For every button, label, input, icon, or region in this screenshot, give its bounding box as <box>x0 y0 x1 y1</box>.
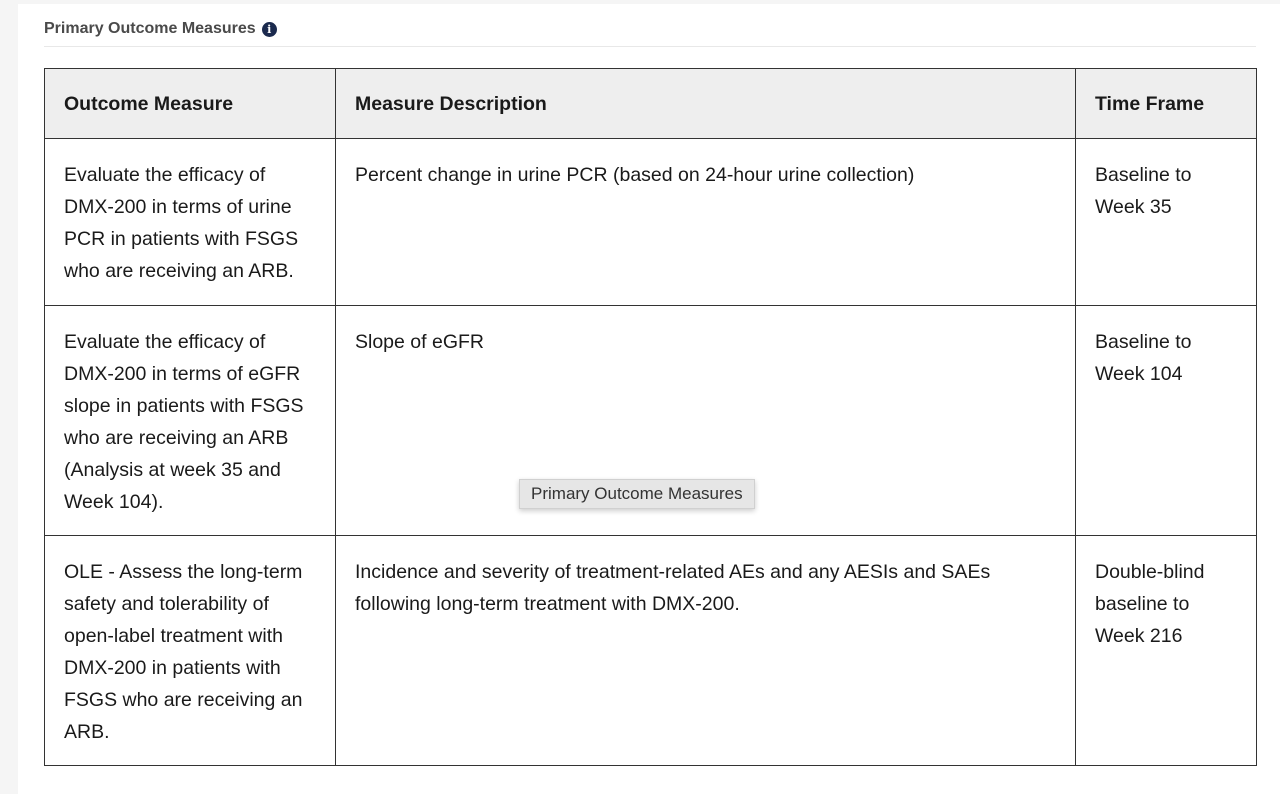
table-row <box>45 139 1257 306</box>
info-icon[interactable]: i <box>262 22 277 37</box>
time-frame-cell: Baseline to Week 104 <box>1076 306 1257 536</box>
table-header-row <box>45 69 1257 139</box>
column-header-outcome-measure: Outcome Measure <box>45 69 336 139</box>
column-header-time-frame: Time Frame <box>1076 69 1257 139</box>
outcome-measure-cell: Evaluate the efficacy of DMX-200 in terms of urine PCR in patients with FSGS who are receiving an ARB. <box>45 139 336 306</box>
section-title <box>44 20 277 38</box>
measure-description-cell: Incidence and severity of treatment-related AEs and any AESIs and SAEs following long-term treatment with DMX-200. <box>336 536 1076 766</box>
outcome-measure-cell: Evaluate the efficacy of DMX-200 in terms of eGFR slope in patients with FSGS who are receiving an ARB (Analysis at week 35 and Week 104). <box>45 306 336 536</box>
table-row <box>45 536 1257 766</box>
outcome-measure-cell: OLE - Assess the long-term safety and tolerability of open-label treatment with DMX-200 in patients with FSGS who are receiving an ARB. <box>45 536 336 766</box>
column-header-measure-description: Measure Description <box>336 69 1076 139</box>
time-frame-cell: Double-blind baseline to Week 216 <box>1076 536 1257 766</box>
outcome-measures-card <box>18 4 1280 794</box>
measure-description-cell: Percent change in urine PCR (based on 24-hour urine collection) <box>336 139 1076 306</box>
section-title-text: Primary Outcome Measures <box>44 20 256 37</box>
divider <box>44 46 1256 47</box>
outcome-measures-table <box>44 68 1257 766</box>
tooltip: Primary Outcome Measures <box>519 479 755 509</box>
time-frame-cell: Baseline to Week 35 <box>1076 139 1257 306</box>
measure-description-cell: Slope of eGFR <box>336 306 1076 536</box>
